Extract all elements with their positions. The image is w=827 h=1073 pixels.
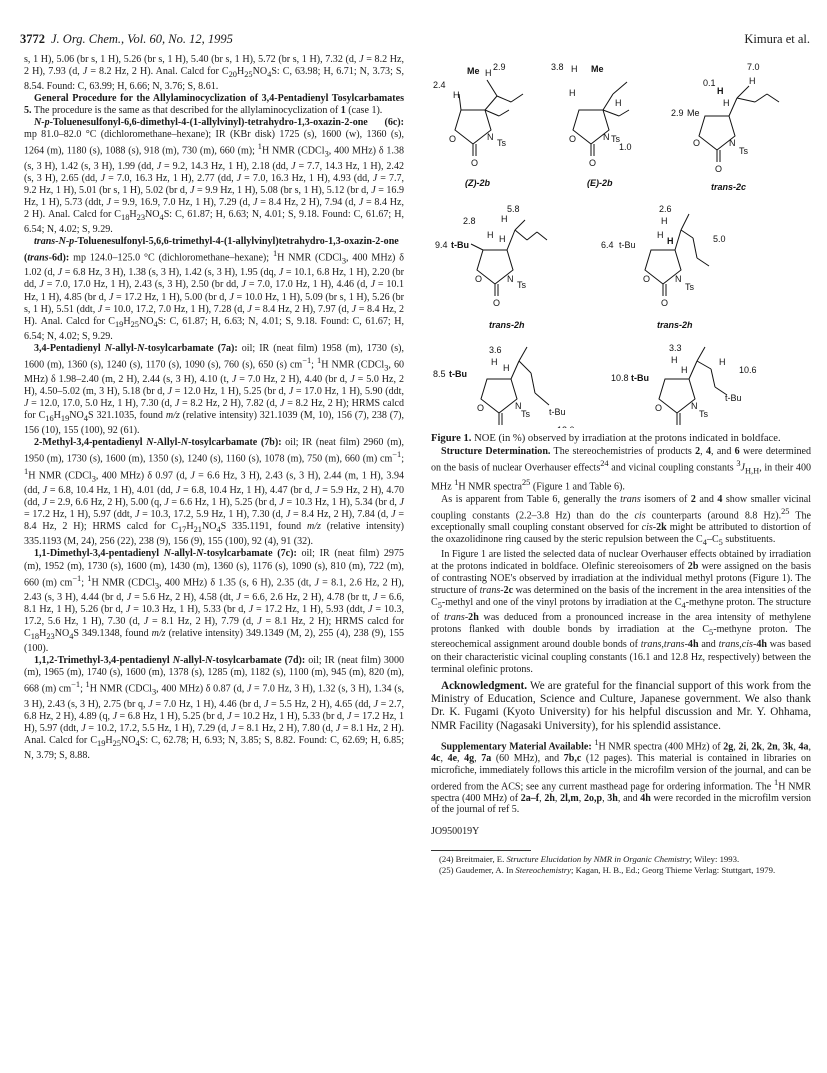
journal-citation xyxy=(20,32,233,47)
article-code: JO950019Y xyxy=(431,826,480,838)
noe-value: 5.8 xyxy=(507,204,520,214)
group-label: O xyxy=(589,158,597,168)
paragraph: s, 1 H), 5.06 (br s, 1 H), 5.26 (br s, 1 H), 5.40 (br s, 1 H), 5.72 (br s, 1 H), 7.32 (d, J = 8.2 Hz, 2 H), 7.93 (d, J = 8.2 Hz, 2 H). Anal. Calcd for $C_{20}H_{25}NO_4S$: C, 63.98; H, 6.71; N, 3.73; S, 8.54. Found: C, 63.99; H, 6.66; N, 3.76; S, 8.61. xyxy=(24,54,405,93)
paragraph: N-p-Toluenesulfonyl-6,6-dimethyl-4-(1-allylvinyl)-tetrahydro-1,3-oxazin-2-one (6c): mp 81.0–82.0 °C (dichloromethane–hexane); IR (KBr disk) 1725 (s), 1600 (w), 1360 (s), 1264 (m), 1180 (s), 1088 (s), 918 (m), 730 (m), 660 (m); $^1$H NMR (CDCl$_3$, 400 MHz) δ 1.38 (s, 3 H), 1.42 (s, 3 H), 1.99 (dd, J = 9.2, 14.3 Hz, 1 H), 2.18 (dd, J = 7.7, 14.3 Hz, 1 H), 2.42 (s, 3 H), 2.65 (dd, J = 7.0, 16.3 Hz, 1 H), 2.77 (dd, J = 7.0, 16.3 Hz, 1 H), 4.93 (dd, J = 7.7, 9.2 Hz, 1 H), 5.01 (br s, 1 H), 5.02 (br d, J = 9.9 Hz, 1 H), 5.08 (br s, 1 H), 5.12 (br d, J = 16.9 Hz, 1 H), 5.73 (ddt, J = 9.9, 16.9, 7.0 Hz, 1 H), 7.29 (d, J = 8.4 Hz, 2 H), 7.94 (d, J = 8.4 Hz, 2 H). Anal. Calcd for $C_{18}H_{23}NO_4S$: C, 61.87; H, 6.63; N, 4.01; S, 9.18. Found: C, 61.67; H, 6.54; N, 4.02; S, 9.29. xyxy=(24,117,405,235)
reference-item: (25) Gaudemer, A. In Stereochemistry; Kagan, H. B., Ed.; Georg Thieme Verlag: Stuttgart, 1979. xyxy=(439,864,776,875)
paragraph: trans-N-p-Toluenesulfonyl-5,6,6-trimethyl-4-(1-allylvinyl)tetrahydro-1,3-oxazin-2-one (trans-6d): mp 124.0–125.0 °C (dichloromethane–hexane); $^1$H NMR (CDCl$_3$, 400 MHz) δ 1.02 (d, J = 6.8 Hz, 3 H), 1.38 (s, 3 H), 1.42 (s, 3 H), 1.95 (dq, J = 10.1, 6.8 Hz, 1 H), 2.20 (br dd, J = 7.0, 17.0 Hz, 1 H), 2.43 (s, 3 H), 2.50 (br dd, J = 7.0, 17.0 Hz, 1 H), 4.46 (d, J = 10.1 Hz, 1 H), 4.85 (br d, J = 17.2 Hz, 1 H), 5.00 (br d, J = 10.0 Hz, 1 H), 5.09 (br s, 1 H), 5.26 (br s, 1 H), 5.51 (ddt, J = 10.0, 17.2, 7.0 Hz, 1 H), 7.28 (d, J = 8.4 Hz, 2 H), 7.97 (d, J = 8.4 Hz, 2 H). Anal. Calcd for $C_{19}H_{25}NO_4S$: C, 61.87; H, 6.63; N, 4.01; S, 9.18. Found: C, 61.67; H, 6.54; N, 4.02; S, 9.29. xyxy=(24,236,405,342)
group-label xyxy=(675,427,682,428)
reference-rule xyxy=(431,850,531,851)
noe-value xyxy=(557,425,575,428)
paragraph: 1,1,2-Trimethyl-3,4-pentadienyl N-allyl-N-tosylcarbamate (7d): oil; IR (neat film) 3000 (m), 1965 (m), 1740 (s), 1600 (m), 1378 (s), 1285 (m), 1182 (s), 1100 (m), 945 (m), 820 (m), 668 (m) $cm^{-1}$; $^1$H NMR (CDCl$_3$, 400 MHz) δ 0.87 (d, J = 7.0 Hz, 3 H), 1.32 (s, 3 H), 1.34 (s, 3 H), 2.43 (s, 3 H), 2.75 (br q, J = 7.0 Hz, 1 H), 4.46 (br d, J = 5.5 Hz, 2 H), 4.65 (dd, J = 2.7, 6.8 Hz, 2 H), 4.89 (q, J = 6.8 Hz, 1 H), 5.25 (br d, J = 10.2 Hz, 1 H), 5.33 (br d, J = 17.2 Hz, 1 H), 5.97 (ddt, J = 10.2, 17.2, 5.5 Hz, 1 H), 7.29 (d, J = 8.1 Hz, 2 H), 7.80 (d, J = 8.1 Hz, 2 H). Anal. Calcd for $C_{19}H_{25}NO_4S$: C, 62.78; H, 6.93; N, 3.85; S, 8.82. Found: C, 62.69; H, 6.85; N, 3.79; S, 8.88. xyxy=(24,655,405,761)
group-label: O xyxy=(493,298,501,308)
group-label: t-Bu xyxy=(549,407,566,417)
group-label: N xyxy=(675,274,682,284)
noe-value: 10.6 xyxy=(739,365,757,375)
group-label: Ts xyxy=(685,282,694,292)
paragraph: Structure Determination. The stereochemistries of products 2, 4, and 6 were determined on the basis of nuclear Overhauser effects$^{24}$ and vicinal coupling constants $^3J_{H,H}$, in their 400 MHz $^1$H NMR spectra$^{25}$ (Figure 1 and Table 6). xyxy=(431,445,812,493)
group-label: H xyxy=(491,357,498,367)
group-label: H xyxy=(487,230,494,240)
paragraph: 1,1-Dimethyl-3,4-pentadienyl N-allyl-N-tosylcarbamate (7c): oil; IR (neat film) 2975 (m), 1952 (m), 1730 (s), 1600 (m), 1430 (m), 1360 (s), 1176 (s), 1090 (s), 810 (m), 722 (m), 660 (m) $cm^{-1}$; $^1$H NMR (CDCl$_3$, 400 MHz) δ 1.35 (s, 6 H), 2.35 (dt, J = 8.1, 2.6 Hz, 2 H), 2.43 (s, 3 H), 4.44 (br d, J = 5.6 Hz, 2 H), 4.58 (dt, J = 6.6, 2.6 Hz, 2 H), 4.78 (br tt, J = 6.6, 8.1 Hz, 1 H), 5.26 (br d, J = 10.3 Hz, 1 H), 5.33 (br d, J = 17.2 Hz, 1 H), 5.93 (ddt, J = 10.3, 17.2, 5.6 Hz, 1 H), 7.30 (d, J = 8.1 Hz, 2 H), 7.79 (d, J = 8.1 Hz, 2 H); HRMS calcd for $C_{18}H_{23}NO_4S$ 349.1348, found m/z (relative intensity) 349.1349 (M, 2), 255 (4), 238 (9), 155 (100). xyxy=(24,548,405,655)
group-label: O xyxy=(643,274,651,284)
group-label xyxy=(497,427,504,428)
structure-trans-2h-b xyxy=(601,204,726,330)
group-label: O xyxy=(715,164,723,174)
figure-1-structures xyxy=(431,58,811,428)
noe-value: 3.8 xyxy=(551,62,564,72)
group-label: H xyxy=(671,355,678,365)
group-label: H xyxy=(485,68,492,78)
noe-structures-svg xyxy=(431,58,811,428)
group-label: O xyxy=(471,158,479,168)
group-label: H xyxy=(661,216,668,226)
group-label: H xyxy=(503,363,510,373)
group-label: H xyxy=(681,365,688,375)
group-label: H xyxy=(569,88,576,98)
noe-value: 5.0 xyxy=(713,234,726,244)
reference-item: (24) Breitmaier, E. Structure Elucidation by NMR in Organic Chemistry; Wiley: 1993. xyxy=(439,854,740,865)
group-label: H xyxy=(723,98,730,108)
group-label: H xyxy=(749,76,756,86)
noe-value: 2.9 xyxy=(671,108,684,118)
noe-value: 2.6 xyxy=(659,204,672,214)
group-label: O xyxy=(449,134,457,144)
group-label: H xyxy=(717,86,724,96)
right-column xyxy=(431,433,811,875)
group-label: Ts xyxy=(497,138,506,148)
noe-value: 2.8 xyxy=(463,216,476,226)
group-label: Ts xyxy=(521,409,530,419)
compound-label: trans-2c xyxy=(711,182,747,192)
group-label: Me xyxy=(591,64,604,74)
group-label: H xyxy=(667,236,674,246)
group-label: H xyxy=(657,230,664,240)
group-label: N xyxy=(515,401,522,411)
author-header: Kimura et al. xyxy=(744,32,810,46)
structure-e-2b xyxy=(551,62,632,188)
group-label: t-Bu xyxy=(449,369,467,379)
compound-label: (Z)-2b xyxy=(465,178,490,188)
group-label: O xyxy=(661,298,669,308)
noe-value: 2.4 xyxy=(433,80,446,90)
compound-label: trans-2h xyxy=(657,320,693,330)
noe-value: 7.0 xyxy=(747,62,760,72)
group-label: O xyxy=(477,403,485,413)
supplementary-material: Supplementary Material Available: $^1$H NMR spectra (400 MHz) of 2g, 2i, 2k, 2n, 3k, 4a, 4c, 4e, 4g, 7a (60 MHz), and 7b,c (12 pages). This material is contained in libraries on microfiche, immediately follows this article in the microfilm version of the journal, and can be ordered from the ACS; see any current masthead page for ordering information. The $^1$H NMR spectra (400 MHz) of 2a–f, 2h, 2l,m, 2o,p, 3h, and 4h were recorded in the microfilm version of the journal of ref 5. xyxy=(431,737,812,816)
noe-value: 10.8 xyxy=(611,373,629,383)
paragraph: In Figure 1 are listed the selected data of nuclear Overhauser effects obtained by irradiation at the protons indicated in boldface. Olefinic stereoisomers of 2b were assigned on the basis of contrasting NOE's observed by irradiation at the individual methyl protons (Figure 1). The structure of trans-2c was determined on the basis of the increment in the area intensities of the $C_5$-methyl and one of the vinyl protons by irradiation at the $C_4$-methyne proton. The structure of trans-2h was deduced from a pronounced increase in the area intensity of methylene protons flanked with double bonds by irradiation at the $C_5$-methyne proton. The stereochemical assignment around double bonds of trans,trans-4h and trans,cis-4h was based on their characteristic vicinal coupling constants (16.1 and 12.8 Hz, respectively) between the terminal olefinic protons. xyxy=(431,549,812,675)
noe-value: 0.1 xyxy=(703,78,716,88)
group-label: Me xyxy=(467,66,480,76)
group-label: O xyxy=(693,138,701,148)
paragraph: General Procedure for the Allylaminocyclization of 3,4-Pentadienyl Tosylcarbamates 5. The procedure is the same as that described for the allylaminocyclization of 1 (case 1). xyxy=(24,93,404,117)
running-header xyxy=(20,32,810,50)
noe-value: 3.6 xyxy=(489,345,502,355)
group-label: N xyxy=(487,132,494,142)
group-label: Ts xyxy=(699,409,708,419)
group-label: N xyxy=(603,132,610,142)
structure-trans-2c xyxy=(671,62,779,192)
group-label: H xyxy=(615,98,622,108)
noe-value: 3.3 xyxy=(669,343,682,353)
journal-name: J. Org. Chem., Vol. 60, No. 12, 1995 xyxy=(51,32,233,46)
compound-label: (E)-2b xyxy=(587,178,613,188)
noe-value: 2.9 xyxy=(493,62,506,72)
group-label: O xyxy=(569,134,577,144)
group-label: H xyxy=(571,64,578,74)
group-label: Me xyxy=(687,108,700,118)
figure-caption: Figure 1. NOE (in %) observed by irradiation at the protons indicated in boldface. xyxy=(431,433,781,444)
structure-trans-2h-a xyxy=(435,204,547,330)
group-label: N xyxy=(691,401,698,411)
noe-value: 8.5 xyxy=(433,369,446,379)
group-label: t-Bu xyxy=(451,240,469,250)
group-label: H xyxy=(453,90,460,100)
group-label: N xyxy=(729,138,736,148)
group-label: H xyxy=(501,214,508,224)
acknowledgment: Acknowledgment. We are grateful for the financial support of this work from the Ministry of Education, Science and Culture, Japanese government. We also thank Dr. K. Fugami (Kyoto University) for his helpful discussion and Mr. Y. Ohhama, NMR Facility (Nagasaki University), for his splendid assistance. xyxy=(431,679,811,732)
group-label: O xyxy=(655,403,663,413)
paragraph: As is apparent from Table 6, generally the trans isomers of 2 and 4 show smaller vicinal coupling constants (2.2–3.8 Hz) than do the cis counterparts (around 8.8 Hz).$^{25}$ The exceptionally small coupling constant observed for cis-2k might be attributed to distortion of the oxazolidinone ring caused by the steric repulsion between the $C_4-C_5$ substituents. xyxy=(431,493,811,548)
compound-label: trans-2h xyxy=(489,320,525,330)
group-label: O xyxy=(475,274,483,284)
group-label: t-Bu xyxy=(631,373,649,383)
noe-value: 9.4 xyxy=(435,240,448,250)
structure-trans-trans-4h xyxy=(433,345,575,428)
paragraph: 3,4-Pentadienyl N-allyl-N-tosylcarbamate (7a): oil; IR (neat film) 1958 (m), 1730 (s), 1600 (m), 1360 (s), 1240 (s), 1170 (s), 1090 (s), 760 (s), 650 (s) $cm^{-1}$; $^1$H NMR (CDCl$_3$, 60 MHz) δ 1.98–2.40 (m, 2 H), 2.44 (s, 3 H), 4.10 (t, J = 7.0 Hz, 2 H), 4.40 (br d, J = 5.0 Hz, 2 H), 4.50–5.02 (m, 3 H), 5.18 (br d, J = 12.0 Hz, 1 H), 5.25 (br d, J = 17.0 Hz, 1 H), 5.90 (ddt, J = 12.0, 17.0, 5.0 Hz, 1 H), 7.30 (d, J = 8.2 Hz, 2 H), 7.82 (d, J = 8.2 Hz, 2 H); HRMS calcd for $C_{16}H_{19}NO_4S$ 321.1035, found m/z (relative intensity) 321.1039 (M, 10), 156 (7), 238 (7), 156 (10), 155 (100), 92 (61). xyxy=(24,342,405,437)
page-number: 3772 xyxy=(20,32,45,46)
noe-value: 1.0 xyxy=(619,142,632,152)
left-column xyxy=(24,54,404,762)
group-label: Ts xyxy=(517,280,526,290)
paragraph: 2-Methyl-3,4-pentadienyl N-Allyl-N-tosylcarbamate (7b): oil; IR (neat film) 2960 (m), 1950 (m), 1730 (s), 1600 (m), 1350 (s), 1240 (s), 1160 (s), 1078 (m), 750 (m), 660 (m) $cm^{-1}$; $^1$H NMR (CDCl$_3$, 400 MHz) δ 0.97 (d, J = 6.6 Hz, 3 H), 2.43 (s, 3 H), 2.44 (m, 1 H), 3.94 (dd, J = 6.8, 10.4 Hz, 1 H), 4.01 (dd, J = 6.8, 10.4 Hz, 1 H), 4.47 (br d, J = 5.9 Hz, 2 H), 4.70 (dd, J = 2.9, 6.6 Hz, 2 H), 5.00 (q, J = 6.6 Hz, 1 H), 5.25 (br d, J = 10.3 Hz, 1 H), 5.34 (br d, J = 17.2 Hz, 1 H), 5.97 (ddt, J = 10.3, 17.2, 5.9 Hz, 1 H), 7.30 (d, J = 8.4 Hz, 2 H), 7.84 (d, J = 8.4 Hz, 2 H); HRMS calcd for $C_{17}H_{21}NO_4S$ 335.1191, found m/z (relative intensity) 335.1193 (M, 24), 256 (22), 238 (9), 156 (9), 155 (100), 92 (4), 91 (32). xyxy=(24,437,404,548)
group-label: H xyxy=(719,357,726,367)
group-label: N xyxy=(507,274,514,284)
noe-value: 6.4 xyxy=(601,240,614,250)
references xyxy=(431,854,811,875)
group-label: Ts xyxy=(611,134,620,144)
group-label: t-Bu xyxy=(725,393,742,403)
group-label: Ts xyxy=(739,146,748,156)
structure-trans-cis-4h xyxy=(611,343,757,428)
structure-z-2b xyxy=(433,62,523,188)
group-label: t-Bu xyxy=(619,240,636,250)
group-label: H xyxy=(499,234,506,244)
